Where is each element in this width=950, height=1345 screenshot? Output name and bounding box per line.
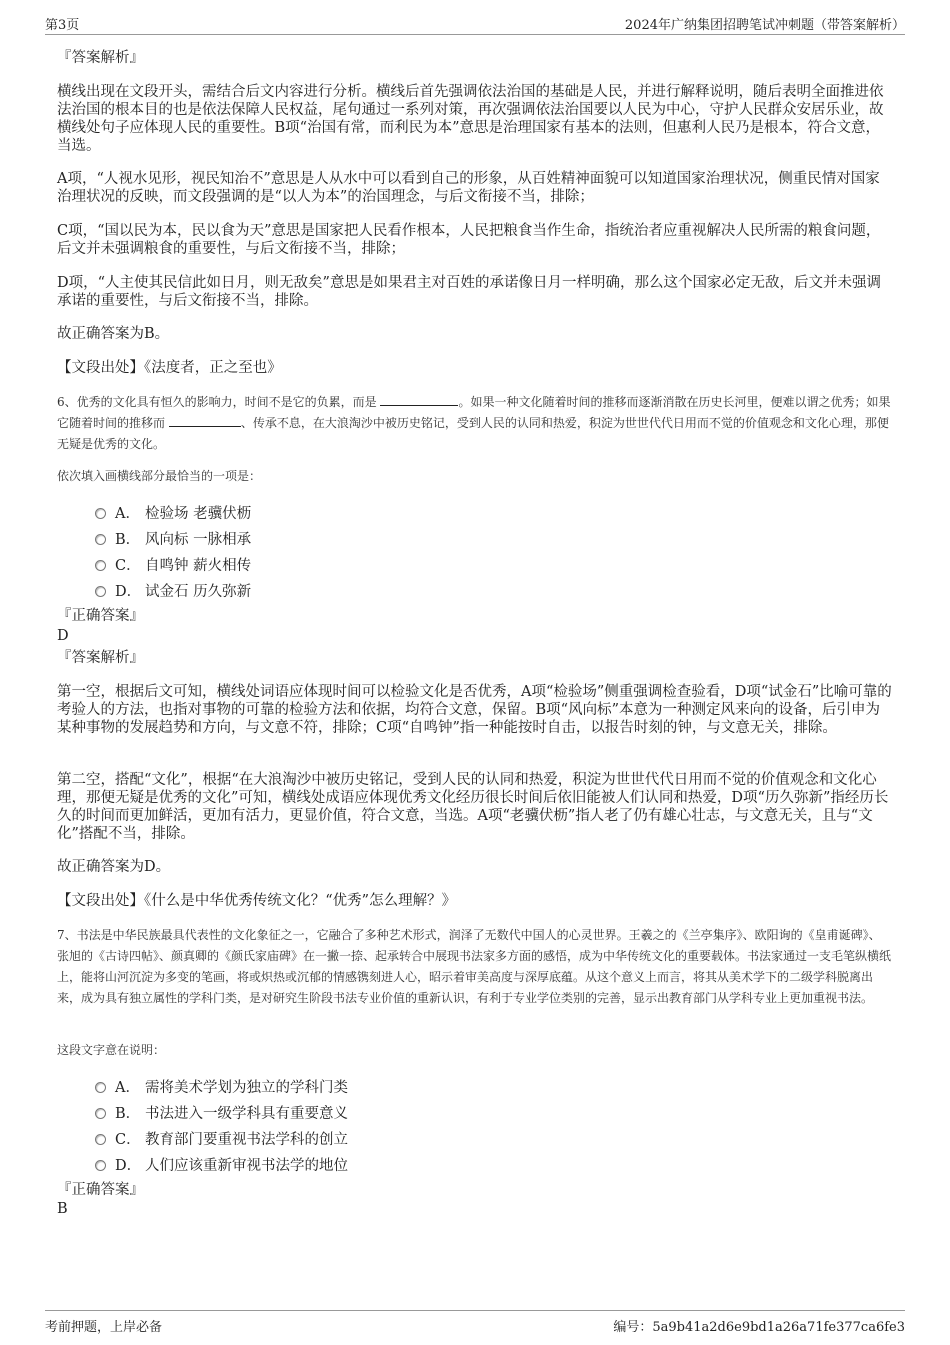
q6-analysis-heading: 『答案解析』 <box>57 650 144 666</box>
radio-icon[interactable] <box>95 560 106 571</box>
q6-blank-2 <box>169 413 241 427</box>
q5-source: 【文段出处】《法度者，正之至也》 <box>57 360 282 376</box>
q6-option-a[interactable]: A． 检验场 老骥伏枥 <box>95 502 251 522</box>
q7-answer: B <box>57 1201 68 1217</box>
radio-icon[interactable] <box>95 508 106 519</box>
q6-stem-part-1: 6、优秀的文化具有恒久的影响力，时间不是它的负累，而是 <box>57 395 381 409</box>
q7-stem: 7、书法是中华民族最具代表性的文化象征之一，它融合了多种艺术形式，润泽了无数代中国人的心灵世界。王羲之的《兰亭集序》、欧阳询的《皇甫诞碑》、张旭的《古诗四帖》、颜真卿的《颜氏家庙碑》在一撇一捺、起承转合中展现书法家多方面的感悟，成为中华传统文化的重要载体。书法家通过一支毛笔纵横纸上，能将山河沉淀为多变的笔画，将或炽热或沉郁的情感镌刻进人心，昭示着审美高度与深厚底蕴。从这个意义上而言，将其从美术学下的二级学科脱离出来，成为具有独立属性的学科门类，是对研究生阶段书法专业价值的重新认识，有利于专业学位类别的完善，显示出教育部门从学科专业上更加重视书法。 <box>57 928 892 1005</box>
q7-option-a[interactable]: A． 需将美术学划为独立的学科门类 <box>95 1076 348 1096</box>
q6-prompt: 依次填入画横线部分最恰当的一项是： <box>57 469 262 483</box>
q6-option-c[interactable]: C． 自鸣钟 薪火相传 <box>95 554 251 574</box>
q6-option-d[interactable]: D． 试金石 历久弥新 <box>95 580 251 600</box>
radio-icon[interactable] <box>95 1160 106 1171</box>
document-code <box>613 1316 905 1335</box>
q7-answer-heading: 『正确答案』 <box>57 1182 144 1198</box>
radio-icon[interactable] <box>95 586 106 597</box>
q5-analysis-para-3: C项，“国以民为本，民以食为天”意思是国家把人民看作根本，人民把粮食当作生命，指统治者应重视解决人民所需的粮食问题，后文并未强调粮食的重要性，与后文衔接不当，排除； <box>57 223 881 257</box>
q6-answer-heading: 『正确答案』 <box>57 608 144 624</box>
radio-icon[interactable] <box>95 1082 106 1093</box>
page-footer <box>45 1310 905 1336</box>
q5-conclusion: 故正确答案为B。 <box>57 326 170 342</box>
q6-stem-part-2: 。如果一种文化随着时间的推移而逐渐消散在历史长河里，便难以谓之优秀；如果它随着时间的推移而 <box>57 395 891 430</box>
footer-slogan: 考前押题，上岸必备 <box>45 1320 163 1335</box>
q6-stem <box>57 392 892 455</box>
q5-analysis-para-1: 横线出现在文段开头，需结合后文内容进行分析。横线后首先强调依法治国的基础是人民，并进行解释说明，随后表明全面推进依法治国的根本目的也是依法保障人民权益，尾句通过一系列对策，再次强调依法治国要以人民为中心，守护人民群众安居乐业，故横线处句子应体现人民的重要性。B项“治国有常，而利民为本”意思是治理国家有基本的法则，但惠利人民乃是根本，符合文意，当选。 <box>57 84 884 154</box>
q7-option-b[interactable]: B． 书法进入一级学科具有重要意义 <box>95 1102 348 1122</box>
q7-option-c[interactable]: C． 教育部门要重视书法学科的创立 <box>95 1128 348 1148</box>
q6-blank-1 <box>380 392 458 406</box>
document-title: 2024年广纳集团招聘笔试冲刺题（带答案解析） <box>624 18 905 33</box>
document-code-value: 5a9b41a2d6e9bd1a26a71fe377ca6fe3 <box>652 1320 905 1335</box>
radio-icon[interactable] <box>95 534 106 545</box>
q6-analysis-para-2: 第二空，搭配“文化”，根据“在大浪淘沙中被历史铭记，受到人民的认同和热爱，积淀为世世代代日用而不觉的价值观念和文化心理，那便无疑是优秀的文化”可知，横线处成语应体现优秀文化经历很长时间后依旧能被人们认同和热爱，D项“历久弥新”指经历长久的时间而更加鲜活，更加有活力，更显价值，符合文意，当选。A项“老骥伏枥”指人老了仍有雄心壮志，与文意无关，且与“文化”搭配不当，排除。 <box>57 772 889 842</box>
page-number: 第3页 <box>45 18 80 33</box>
q6-stem-part-3: 、传承不息，在大浪淘沙中被历史铭记，受到人民的认同和热爱，积淀为世世代代日用而不觉的价值观念和文化心理，那便无疑是优秀的文化。 <box>57 416 889 451</box>
q5-analysis-heading: 『答案解析』 <box>57 50 144 66</box>
page-header <box>45 12 905 35</box>
document-code-label: 编号： <box>613 1320 653 1335</box>
q6-conclusion: 故正确答案为D。 <box>57 859 171 875</box>
q6-source: 【文段出处】《什么是中华优秀传统文化？“优秀”怎么理解？》 <box>57 893 457 909</box>
q6-analysis-para-1: 第一空，根据后文可知，横线处词语应体现时间可以检验文化是否优秀，A项“检验场”侧重强调检查验看，D项“试金石”比喻可靠的考验人的方法，也指对事物的可靠的检验方法和依据，均符合文意，保留。B项“风向标”本意为一种测定风来向的设备，后引申为某种事物的发展趋势和方向，与文意不符，排除；C项“自鸣钟”指一种能按时自击，以报告时刻的钟，与文意无关，排除。 <box>57 684 892 736</box>
q6-answer: D <box>57 628 69 644</box>
q5-analysis-para-2: A项，“人视水见形，视民知治不”意思是人从水中可以看到自己的形象，从百姓精神面貌可以知道国家治理状况，侧重民情对国家治理状况的反映，而文段强调的是“以人为本”的治国理念，与后文衔接不当，排除； <box>57 171 880 205</box>
q7-option-d[interactable]: D． 人们应该重新审视书法学的地位 <box>95 1154 348 1174</box>
radio-icon[interactable] <box>95 1134 106 1145</box>
q5-analysis-para-4: D项，“人主使其民信此如日月，则无敌矣”意思是如果君主对百姓的承诺像日月一样明确，那么这个国家必定无敌，后文并未强调承诺的重要性，与后文衔接不当，排除。 <box>57 275 881 309</box>
radio-icon[interactable] <box>95 1108 106 1119</box>
q7-prompt: 这段文字意在说明： <box>57 1043 166 1057</box>
q6-option-b[interactable]: B． 风向标 一脉相承 <box>95 528 251 548</box>
